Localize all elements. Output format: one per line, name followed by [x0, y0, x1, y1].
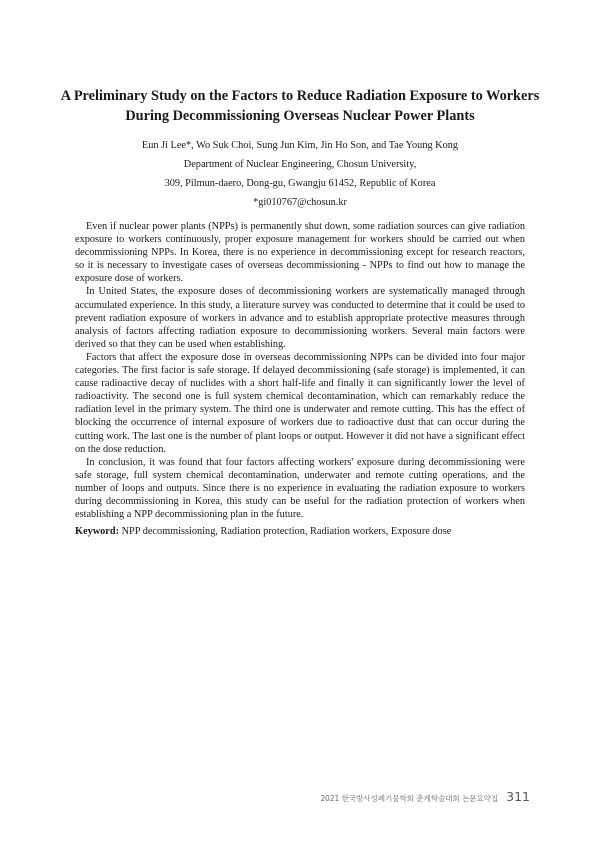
page-number: 311	[506, 789, 530, 804]
keyword-label: Keyword:	[75, 526, 120, 537]
abstract-paragraph-3: Factors that affect the exposure dose in overseas decommissioning NPPs can be divided into four major categories. The first factor is safe storage. If delayed decommissioning (safe storage) is implemented, it can cause radioactive decay of nuclides with a short half-life and finally it can significantly lower the level of radioactivity. The second one is full system chemical decontamination, which can remarkably reduce the radiation level in the primary system. The third one is underwater and remote cutting. This has the effect of blocking the occurrence of internal exposure of workers due to radioactive dust that can occur during the cutting work. The last one is the number of plant loops or output. However it did not have a significant effect on the dose reduction.	[75, 351, 525, 455]
proceedings-name: 2021 한국방사성폐기물학회 춘계학술대회 논문요약집	[320, 794, 499, 803]
title-line-2: During Decommissioning Overseas Nuclear Power Plants	[125, 108, 475, 124]
address: 309, Pilmun-daero, Dong-gu, Gwangju 61452, Republic of Korea	[164, 178, 436, 189]
abstract-paragraph-4: In conclusion, it was found that four factors affecting workers' exposure during decommissioning were safe storage, full system chemical decontamination, underwater and remote cutting operations, and the number of loops and outputs. Since there is no experience in evaluating the radiation exposure to workers during decommissioning in Korea, this study can be useful for the radiation protection of workers when establishing a NPP decommissioning plan in the future.	[75, 456, 525, 521]
abstract-paragraph-2: In United States, the exposure doses of decommissioning workers are systematically managed through accumulated experience. In this study, a literature survey was conducted to determine that it could be used to prevent radiation exposure of workers in advance and to establish appropriate protective measures through analysis of factors affecting radiation exposure to decommissioning workers. Several main factors were derived so that they can be used when establishing.	[75, 286, 525, 350]
paper-title	[60, 86, 540, 126]
authors: Eun Ji Lee*, Wo Suk Choi, Sung Jun Kim, Jin Ho Son, and Tae Young Kong	[141, 140, 459, 151]
affiliation: Department of Nuclear Engineering, Chosun University,	[183, 159, 417, 170]
title-line-1: A Preliminary Study on the Factors to Reduce Radiation Exposure to Workers	[60, 88, 540, 104]
keyword-line	[75, 525, 525, 539]
page-footer	[320, 789, 530, 804]
email: *gi010767@chosun.kr	[253, 197, 347, 208]
abstract-paragraph-1: Even if nuclear power plants (NPPs) is permanently shut down, some radiation sources can give radiation exposure to workers continuously, proper exposure management for workers should be carried out when decommissioning NPPs. In Korea, there is no experience in decommissioning except for research reactors, so it is necessary to investigate cases of overseas decommissioning - NPPs to find out how to manage the exposure dose of workers.	[75, 221, 525, 285]
author-block	[60, 136, 540, 212]
abstract	[75, 220, 525, 521]
keyword-text: NPP decommissioning, Radiation protection, Radiation workers, Exposure dose	[119, 526, 452, 537]
